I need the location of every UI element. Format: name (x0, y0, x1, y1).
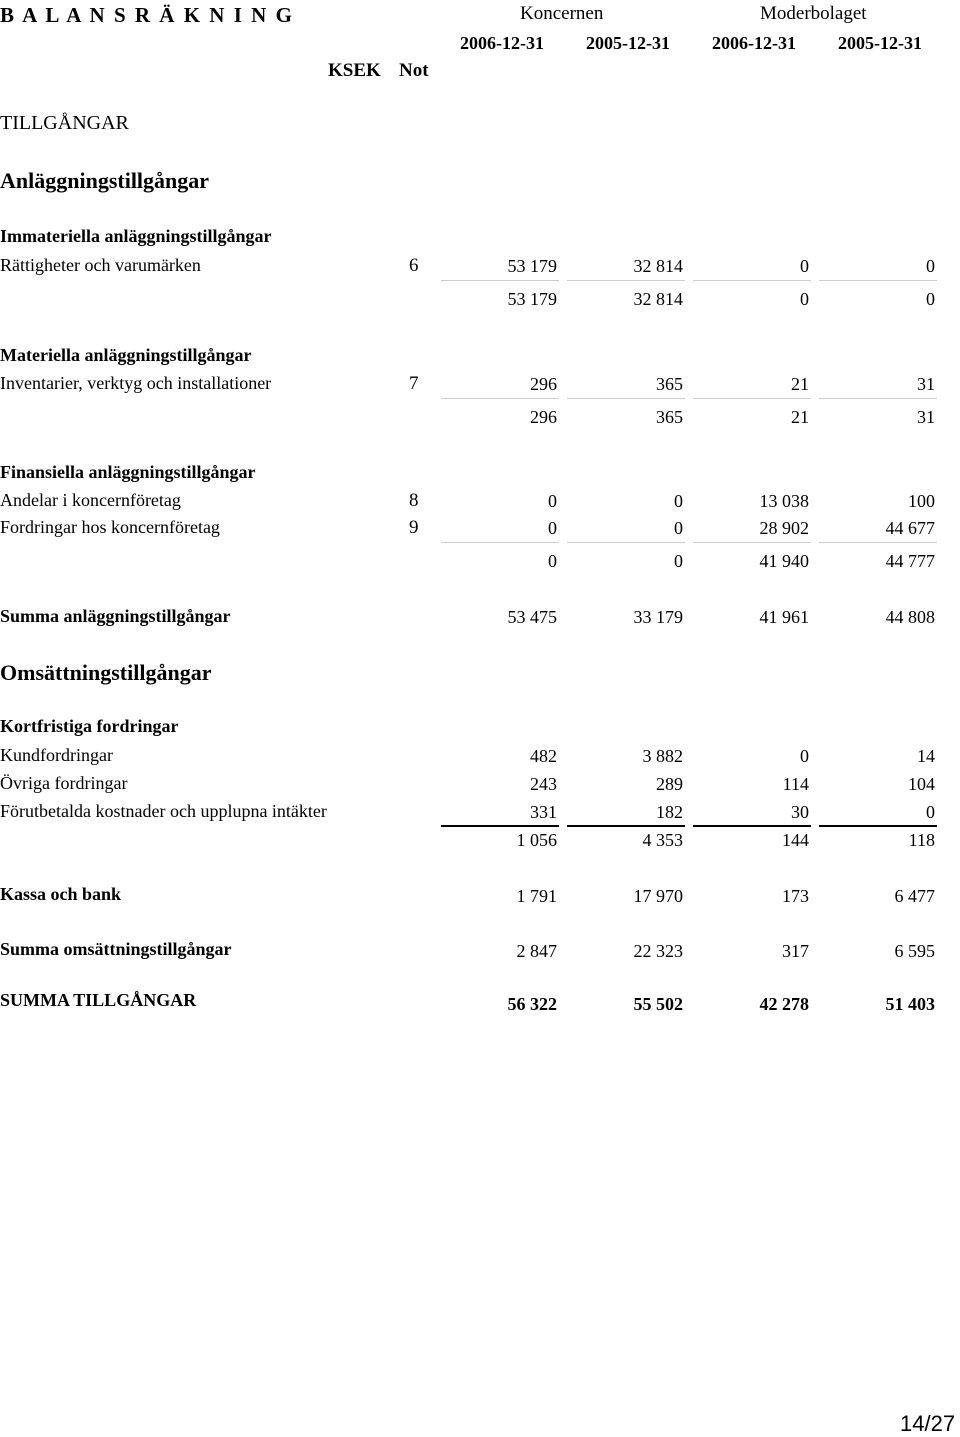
underline (441, 825, 559, 827)
subtotal-value: 0 (548, 551, 557, 571)
underline (693, 280, 811, 281)
row-value: 21 (791, 374, 809, 394)
row-value: 30 (791, 802, 809, 822)
row-value: 0 (674, 518, 683, 538)
date-header-3: 2006-12-31 (712, 33, 796, 53)
underline (441, 542, 559, 543)
row-value: 296 (530, 374, 557, 394)
document-title: B A L A N S R Ä K N I N G (0, 3, 294, 27)
row-value: 1 791 (516, 886, 557, 906)
row-value: 365 (656, 374, 683, 394)
row-note: 6 (409, 255, 419, 276)
row-label: Inventarier, verktyg och installationer (0, 373, 272, 393)
row-value: 173 (782, 886, 809, 906)
row-value: 331 (530, 802, 557, 822)
subtotal-value: 32 814 (633, 289, 683, 309)
subsection-kortfristiga: Kortfristiga fordringar (0, 716, 179, 736)
section-omsattningstillgangar: Omsättningstillgångar (0, 660, 212, 685)
underline (819, 542, 937, 543)
subtotal-value: 144 (782, 830, 809, 850)
total-value: 317 (782, 941, 809, 961)
note-column-label: Not (399, 60, 429, 81)
total-value: 22 323 (633, 941, 683, 961)
row-note: 7 (409, 373, 419, 394)
row-value: 6 477 (894, 886, 935, 906)
row-value: 100 (908, 491, 935, 511)
grand-total-value: 51 403 (885, 994, 935, 1014)
total-value: 53 475 (507, 607, 557, 627)
subtotal-value: 0 (800, 289, 809, 309)
total-value: 44 808 (885, 607, 935, 627)
total-label: Summa anläggningstillgångar (0, 606, 231, 626)
underline (819, 825, 937, 827)
subtotal-value: 1 056 (516, 830, 557, 850)
row-value: 3 882 (642, 746, 683, 766)
row-value: 0 (548, 518, 557, 538)
row-label: Andelar i koncernföretag (0, 490, 181, 510)
underline (567, 825, 685, 827)
underline (441, 280, 559, 281)
row-label: Rättigheter och varumärken (0, 255, 201, 275)
row-value: 0 (800, 746, 809, 766)
subtotal-value: 0 (926, 289, 935, 309)
subtotal-value: 365 (656, 407, 683, 427)
subtotal-value: 21 (791, 407, 809, 427)
total-value: 2 847 (516, 941, 557, 961)
row-value: 28 902 (759, 518, 809, 538)
row-label: Fordringar hos koncernföretag (0, 517, 220, 537)
row-value: 182 (656, 802, 683, 822)
grand-total-value: 55 502 (633, 994, 683, 1014)
underline (567, 542, 685, 543)
group-header-koncernen: Koncernen (520, 3, 604, 24)
row-value: 0 (926, 256, 935, 276)
page-number: 14/27 (900, 1411, 956, 1436)
underline (819, 398, 937, 399)
row-value: 482 (530, 746, 557, 766)
subtotal-value: 44 777 (885, 551, 935, 571)
grand-total-value: 56 322 (507, 994, 557, 1014)
subtotal-value: 53 179 (507, 289, 557, 309)
underline (441, 398, 559, 399)
row-value: 17 970 (633, 886, 683, 906)
total-value: 6 595 (894, 941, 935, 961)
underline (693, 825, 811, 827)
underline (819, 280, 937, 281)
row-value: 104 (908, 774, 935, 794)
total-value: 41 961 (759, 607, 809, 627)
unit-label: KSEK (328, 60, 381, 81)
subsection-materiella: Materiella anläggningstillgångar (0, 345, 252, 365)
subtotal-value: 41 940 (759, 551, 809, 571)
row-value: 0 (800, 256, 809, 276)
total-label: Summa omsättningstillgångar (0, 939, 232, 959)
grand-total-label: SUMMA TILLGÅNGAR (0, 990, 197, 1010)
row-value: 44 677 (885, 518, 935, 538)
row-label: Förutbetalda kostnader och upplupna intäkter (0, 801, 327, 821)
row-value: 0 (548, 491, 557, 511)
row-value: 243 (530, 774, 557, 794)
section-tillgangar: TILLGÅNGAR (0, 112, 129, 134)
row-value: 31 (917, 374, 935, 394)
row-label: Kundfordringar (0, 745, 113, 765)
row-note: 9 (409, 517, 419, 538)
subtotal-value: 31 (917, 407, 935, 427)
row-value: 13 038 (759, 491, 809, 511)
underline (693, 398, 811, 399)
date-header-4: 2005-12-31 (838, 33, 922, 53)
date-header-2: 2005-12-31 (586, 33, 670, 53)
subtotal-value: 0 (674, 551, 683, 571)
underline (567, 280, 685, 281)
subsection-immateriella: Immateriella anläggningstillgångar (0, 226, 272, 246)
subtotal-value: 4 353 (642, 830, 683, 850)
row-label: Kassa och bank (0, 884, 122, 904)
row-value: 53 179 (507, 256, 557, 276)
subtotal-value: 118 (908, 830, 935, 850)
total-value: 33 179 (633, 607, 683, 627)
row-value: 14 (917, 746, 935, 766)
row-value: 114 (782, 774, 809, 794)
group-header-moderbolaget: Moderbolaget (760, 3, 867, 24)
row-note: 8 (409, 490, 419, 511)
subsection-finansiella: Finansiella anläggningstillgångar (0, 462, 256, 482)
subtotal-value: 296 (530, 407, 557, 427)
section-anlaggningstillgangar: Anläggningstillgångar (0, 168, 210, 193)
row-value: 289 (656, 774, 683, 794)
row-label: Övriga fordringar (0, 773, 128, 793)
row-value: 0 (674, 491, 683, 511)
underline (693, 542, 811, 543)
underline (567, 398, 685, 399)
row-value: 32 814 (633, 256, 683, 276)
row-value: 0 (926, 802, 935, 822)
date-header-1: 2006-12-31 (460, 33, 544, 53)
grand-total-value: 42 278 (759, 994, 809, 1014)
